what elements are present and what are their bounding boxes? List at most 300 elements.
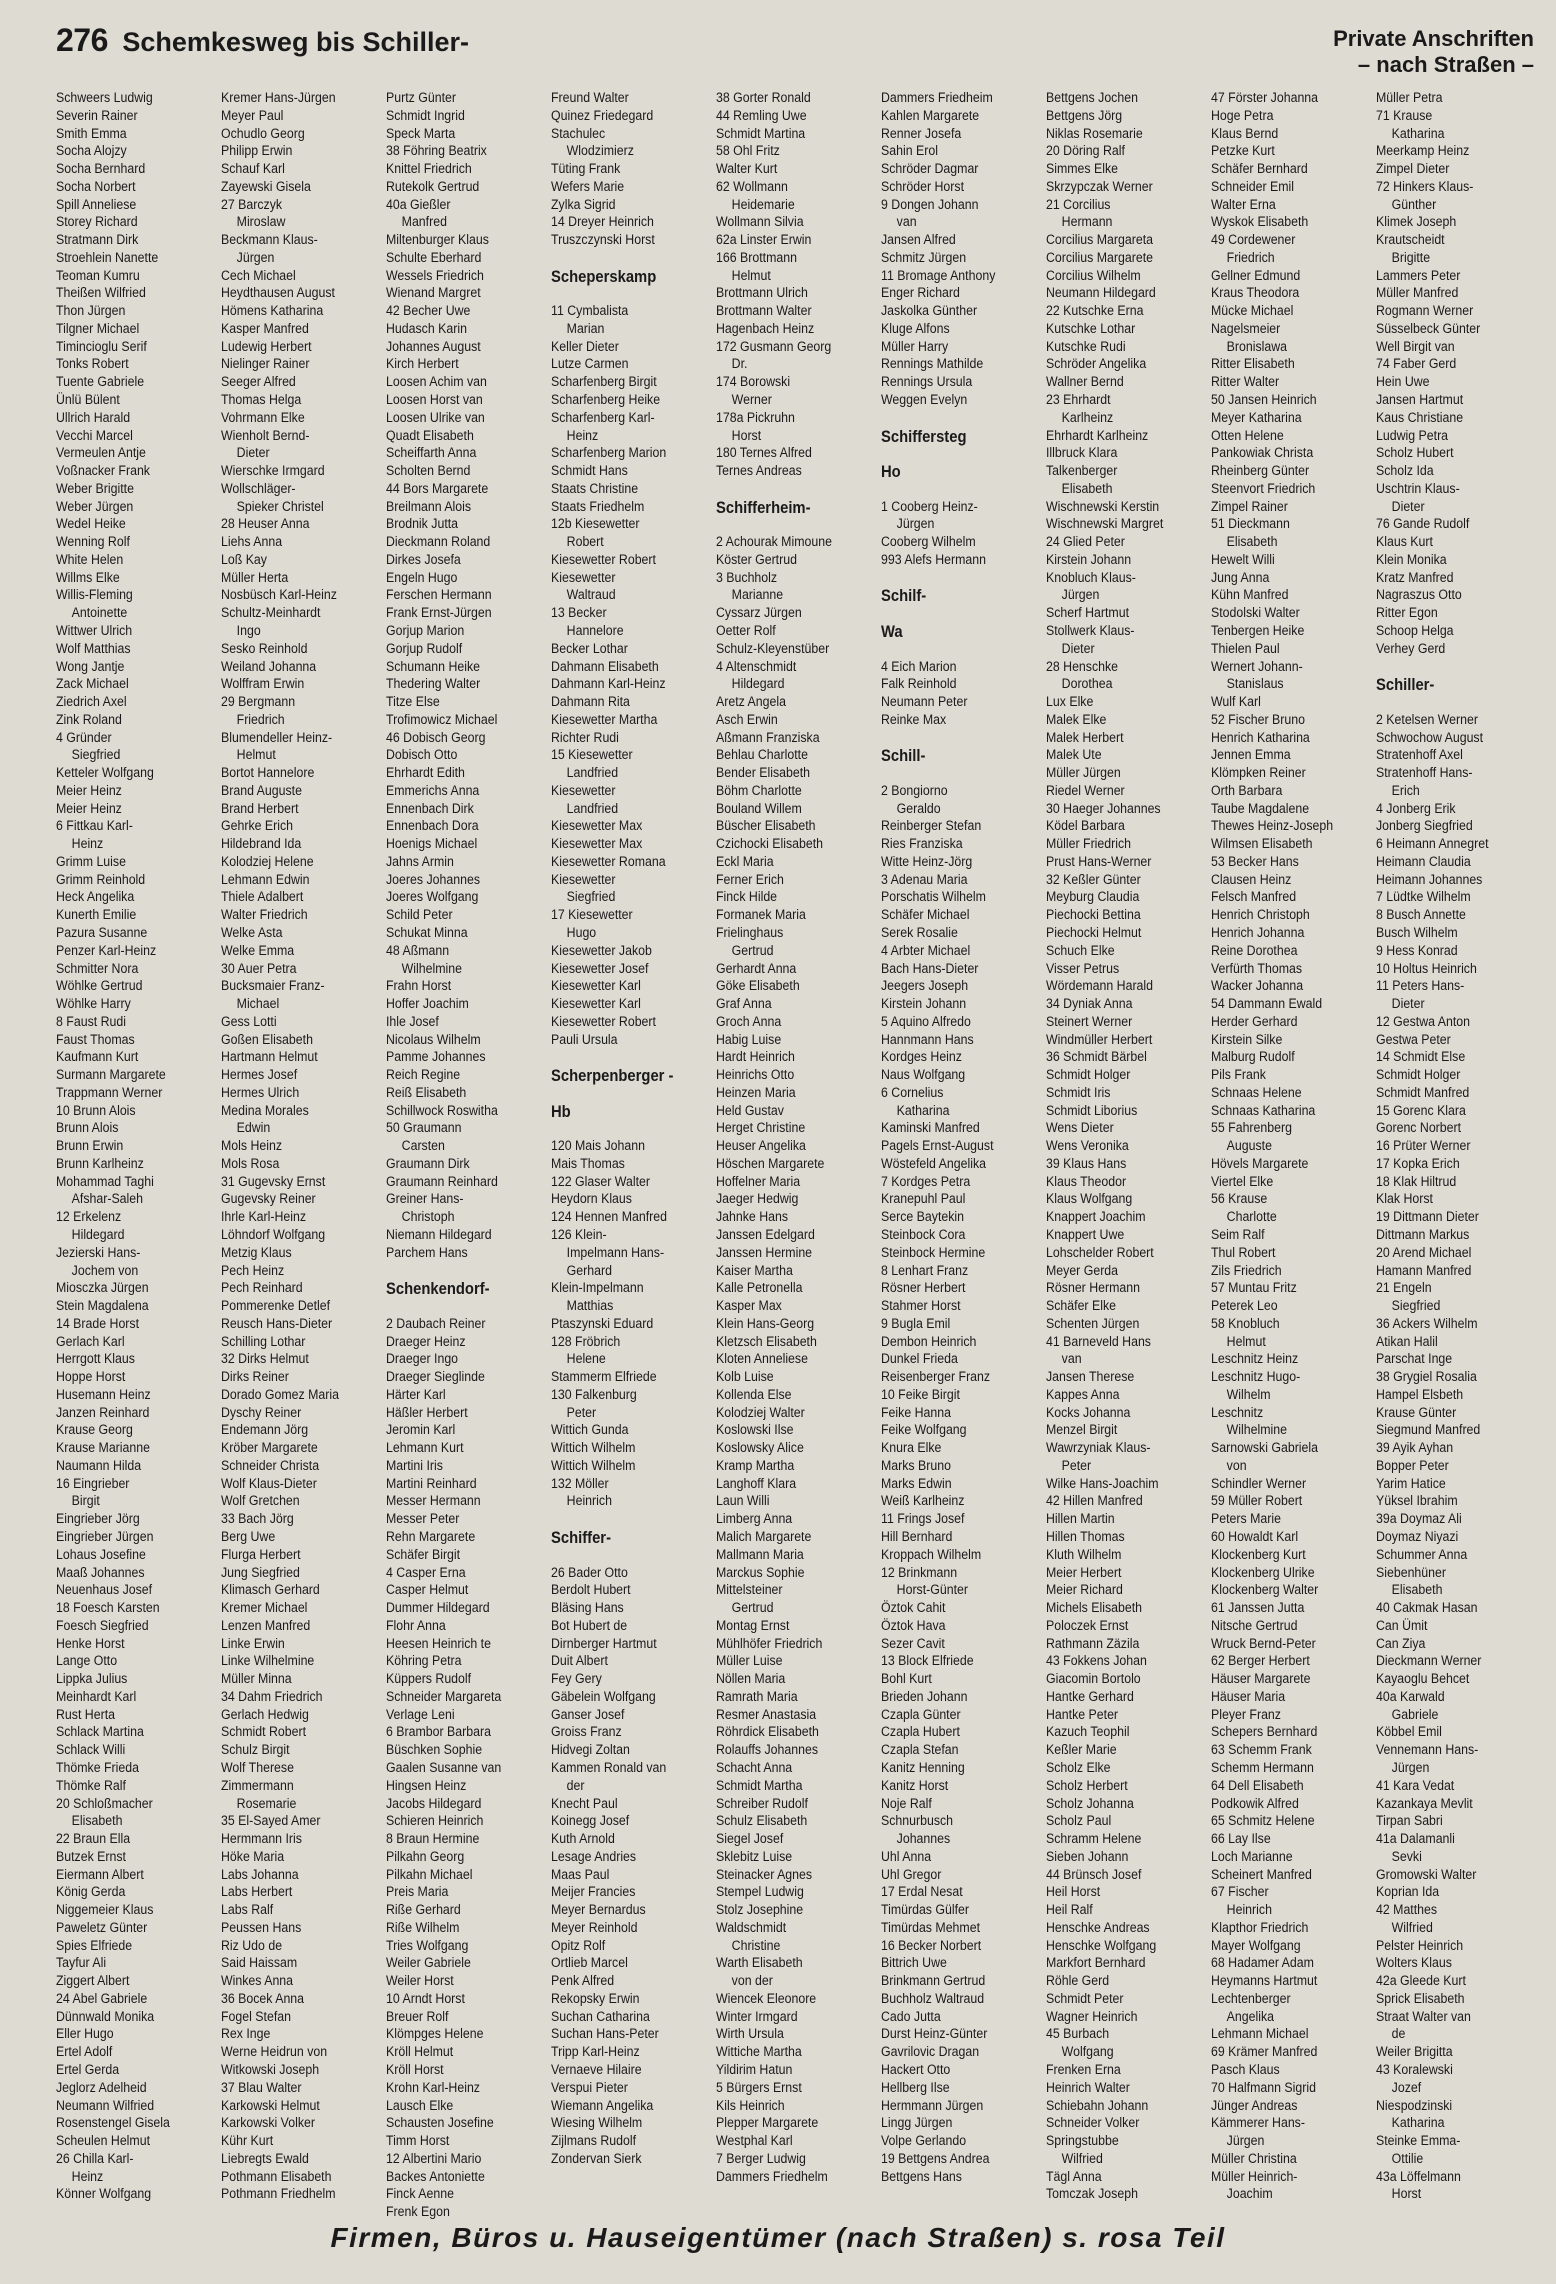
- resident-entry: Langhoff Klara: [716, 1475, 797, 1492]
- resident-entry: Kiesewetter Robert: [551, 551, 656, 568]
- resident-entry: Taube Magdalene: [1211, 800, 1310, 817]
- resident-entry: Niggemeier Klaus: [56, 1902, 154, 1919]
- resident-entry: 36 Ackers Wilhelm: [1376, 1315, 1478, 1332]
- resident-entry: Zack Michael: [56, 676, 129, 693]
- resident-entry: 2 Ketelsen Werner: [1376, 711, 1479, 728]
- resident-entry: Scholz Paul: [1046, 1813, 1112, 1830]
- resident-entry: Löhndorf Wolfgang: [221, 1227, 326, 1243]
- resident-entry: Schweers Ludwig: [56, 90, 153, 106]
- resident-entry: Schieren Heinrich: [386, 1813, 484, 1830]
- resident-entry: Niklas Rosemarie: [1046, 125, 1143, 142]
- resident-entry: 53 Becker Hans: [1211, 853, 1299, 870]
- resident-entry: Scheiffarth Anna: [386, 445, 477, 462]
- entry-continuation: Jozef: [1391, 2079, 1422, 2096]
- resident-entry: Steinacker Agnes: [716, 1866, 813, 1883]
- resident-entry: Beckmann Klaus-: [221, 232, 318, 249]
- resident-entry: Resmer Anastasia: [716, 1706, 817, 1723]
- resident-entry: Meier Heinz: [56, 782, 122, 799]
- resident-entry: Feike Wolfgang: [881, 1422, 967, 1439]
- resident-entry: Wacker Johanna: [1211, 978, 1304, 995]
- resident-entry: Schröder Dagmar: [881, 161, 979, 178]
- resident-entry: 30 Haeger Johannes: [1046, 800, 1161, 817]
- resident-entry: Volpe Gerlando: [881, 2133, 967, 2150]
- resident-entry: Bittrich Uwe: [881, 1955, 947, 1972]
- resident-entry: Wöstefeld Angelika: [881, 1155, 986, 1172]
- resident-entry: Kirstein Johann: [1046, 551, 1132, 568]
- directory-column: [1211, 90, 1373, 2203]
- resident-entry: Doymaz Niyazi: [1376, 1529, 1459, 1546]
- entry-continuation: Rosemarie: [236, 1795, 297, 1812]
- resident-entry: Kahlen Margarete: [881, 107, 980, 124]
- resident-entry: Schenten Jürgen: [1046, 1315, 1140, 1332]
- resident-entry: Berdolt Hubert: [551, 1582, 631, 1599]
- resident-entry: 120 Mais Johann: [551, 1138, 646, 1155]
- resident-entry: Willms Elke: [56, 569, 120, 586]
- resident-entry: Weiler Gabriele: [386, 1955, 471, 1972]
- resident-entry: Jahns Armin: [386, 853, 454, 870]
- resident-entry: Klaus Bernd: [1211, 125, 1279, 142]
- resident-entry: Wittich Wilhelm: [551, 1457, 636, 1474]
- resident-entry: Schlack Willi: [56, 1742, 126, 1759]
- resident-entry: Pamme Johannes: [386, 1049, 486, 1066]
- resident-entry: Can Ziya: [1376, 1635, 1426, 1652]
- resident-entry: Frahn Horst: [386, 978, 452, 995]
- resident-entry: Stempel Ludwig: [716, 1884, 804, 1901]
- resident-entry: Ziggert Albert: [56, 1973, 130, 1990]
- resident-entry: Suchan Hans-Peter: [551, 2026, 659, 2043]
- street-heading: Wa: [881, 621, 903, 641]
- resident-entry: Parchem Hans: [386, 1244, 468, 1261]
- spacer: [881, 445, 1022, 463]
- resident-entry: 172 Gusmann Georg: [716, 338, 832, 355]
- resident-entry: Frank Ernst-Jürgen: [386, 605, 492, 622]
- resident-entry: Kaminski Manfred: [881, 1120, 980, 1137]
- resident-entry: Eingrieber Jörg: [56, 1511, 140, 1528]
- resident-entry: Schiebahn Johann: [1046, 2097, 1149, 2114]
- resident-entry: Wyskok Elisabeth: [1211, 214, 1309, 231]
- resident-entry: Vernaeve Hilaire: [551, 2061, 642, 2078]
- resident-entry: White Helen: [56, 551, 124, 568]
- resident-entry: Wernert Johann-: [1211, 658, 1303, 675]
- resident-entry: Kocks Johanna: [1046, 1404, 1131, 1421]
- resident-entry: 69 Krämer Manfred: [1211, 2044, 1318, 2061]
- spacer: [881, 730, 1022, 748]
- spacer: [881, 641, 1022, 659]
- resident-entry: Piechocki Bettina: [1046, 907, 1141, 924]
- resident-entry: 47 Förster Johanna: [1211, 90, 1319, 106]
- resident-entry: 36 Schmidt Bärbel: [1046, 1049, 1147, 1066]
- resident-entry: Thömke Ralf: [56, 1777, 126, 1794]
- resident-entry: Casper Helmut: [386, 1582, 469, 1599]
- resident-entry: 62 Wollmann: [716, 178, 788, 195]
- resident-entry: Schäfer Bernhard: [1211, 161, 1308, 178]
- resident-entry: Graf Anna: [716, 996, 772, 1013]
- entry-continuation: Katharina: [1391, 2115, 1445, 2132]
- resident-entry: Steinbock Hermine: [881, 1244, 986, 1261]
- resident-entry: Kluth Wilhelm: [1046, 1546, 1122, 1563]
- resident-entry: Penzer Karl-Heinz: [56, 942, 157, 959]
- resident-entry: Jaeger Hedwig: [716, 1191, 799, 1208]
- resident-entry: Wagner Heinrich: [1046, 2008, 1138, 2025]
- resident-entry: 43 Fokkens Johan: [1046, 1653, 1147, 1670]
- entry-continuation: Impelmann Hans-: [566, 1244, 665, 1261]
- entry-continuation: Katharina: [896, 1102, 950, 1119]
- resident-entry: Hannmann Hans: [881, 1031, 974, 1048]
- resident-entry: Timürdas Gülfer: [881, 1902, 970, 1919]
- resident-entry: Schnaas Katharina: [1211, 1102, 1316, 1119]
- resident-entry: Feike Hanna: [881, 1404, 951, 1421]
- entry-continuation: van: [896, 214, 917, 231]
- resident-entry: 57 Muntau Fritz: [1211, 1280, 1297, 1297]
- resident-entry: Jezierski Hans-: [56, 1244, 141, 1261]
- resident-entry: 17 Erdal Nesat: [881, 1884, 963, 1901]
- resident-entry: Wollschläger-: [221, 480, 296, 497]
- resident-entry: Surmann Margarete: [56, 1067, 166, 1084]
- resident-entry: Schneider Volker: [1046, 2115, 1140, 2132]
- resident-entry: Pauli Ursula: [551, 1031, 618, 1048]
- resident-entry: Mayer Wolfgang: [1211, 1937, 1301, 1954]
- resident-entry: Rehn Margarete: [386, 1529, 476, 1546]
- resident-entry: Lippka Julius: [56, 1671, 128, 1688]
- resident-entry: Rolauffs Johannes: [716, 1742, 819, 1759]
- resident-entry: Schauf Karl: [221, 161, 285, 178]
- resident-entry: Staats Friedhelm: [551, 498, 645, 515]
- resident-entry: Dummer Hildegard: [386, 1600, 490, 1617]
- resident-entry: 5 Bürgers Ernst: [716, 2079, 802, 2096]
- resident-entry: Marks Bruno: [881, 1457, 951, 1474]
- street-heading: Scheperskamp: [551, 266, 657, 286]
- resident-entry: 993 Alefs Hermann: [881, 551, 986, 568]
- resident-entry: Renner Josefa: [881, 125, 962, 142]
- resident-entry: Wefers Marie: [551, 178, 625, 195]
- resident-entry: Schneider Emil: [1211, 178, 1295, 195]
- resident-entry: Malek Herbert: [1046, 729, 1124, 746]
- resident-entry: 72 Hinkers Klaus-: [1376, 178, 1474, 195]
- resident-entry: Peterek Leo: [1211, 1298, 1278, 1315]
- spacer: [881, 765, 1022, 783]
- resident-entry: Breuer Rolf: [386, 2008, 449, 2025]
- resident-entry: 20 Schloßmacher: [56, 1795, 153, 1812]
- resident-entry: Schnurbusch: [881, 1813, 954, 1830]
- resident-entry: Windmüller Herbert: [1046, 1031, 1153, 1048]
- resident-entry: Pothmann Elisabeth: [221, 2168, 332, 2185]
- entry-continuation: Helene: [566, 1351, 606, 1368]
- resident-entry: Jeegers Joseph: [881, 978, 969, 995]
- resident-entry: Hoge Petra: [1211, 107, 1274, 124]
- resident-entry: Bläsing Hans: [551, 1600, 624, 1617]
- resident-entry: Wolf Matthias: [56, 640, 131, 657]
- resident-entry: Jahnke Hans: [716, 1209, 789, 1226]
- resident-entry: Frenk Egon: [386, 2204, 450, 2221]
- resident-entry: Lange Otto: [56, 1653, 118, 1670]
- resident-entry: Kirstein Silke: [1211, 1031, 1283, 1048]
- resident-entry: Meijer Francies: [551, 1884, 636, 1901]
- resident-entry: 28 Heuser Anna: [221, 516, 310, 533]
- resident-entry: Hildebrand Ida: [221, 836, 302, 853]
- resident-entry: Giacomin Bortolo: [1046, 1671, 1141, 1688]
- resident-entry: 44 Brünsch Josef: [1046, 1866, 1142, 1883]
- resident-entry: Wienholt Bernd-: [221, 427, 310, 444]
- resident-entry: Weber Jürgen: [56, 498, 134, 515]
- resident-entry: Oetter Rolf: [716, 622, 776, 639]
- resident-entry: Warth Elisabeth: [716, 1955, 803, 1972]
- resident-entry: 56 Krause: [1211, 1191, 1268, 1208]
- entry-continuation: van: [1061, 1351, 1082, 1368]
- resident-entry: Zijlmans Rudolf: [551, 2133, 637, 2150]
- resident-entry: Gugevsky Reiner: [221, 1191, 316, 1208]
- resident-entry: Wöhlke Gertrud: [56, 978, 143, 995]
- resident-entry: Wens Veronika: [1046, 1138, 1129, 1155]
- resident-entry: Walter Friedrich: [221, 907, 308, 924]
- entry-continuation: Johannes: [896, 1831, 951, 1848]
- resident-entry: Neumann Wilfried: [56, 2097, 155, 2114]
- resident-entry: 18 Foesch Karsten: [56, 1600, 160, 1617]
- resident-entry: Reich Regine: [386, 1067, 461, 1084]
- resident-entry: 11 Bromage Anthony: [881, 267, 996, 284]
- resident-entry: Markfort Bernhard: [1046, 1955, 1146, 1972]
- resident-entry: 58 Knobluch: [1211, 1315, 1280, 1332]
- resident-entry: Laun Willi: [716, 1493, 770, 1510]
- resident-entry: Welke Emma: [221, 942, 295, 959]
- resident-entry: Schepers Bernhard: [1211, 1724, 1318, 1741]
- resident-entry: Kratz Manfred: [1376, 569, 1454, 586]
- resident-entry: Bettgens Jörg: [1046, 107, 1123, 124]
- resident-entry: Lingg Jürgen: [881, 2115, 953, 2132]
- resident-entry: 62a Linster Erwin: [716, 232, 812, 249]
- resident-entry: Wördemann Harald: [1046, 978, 1154, 995]
- resident-entry: Thedering Walter: [386, 676, 481, 693]
- resident-entry: Pagels Ernst-August: [881, 1138, 994, 1155]
- resident-entry: 34 Dyniak Anna: [1046, 996, 1133, 1013]
- resident-entry: Zayewski Gisela: [221, 178, 311, 195]
- resident-entry: Pasch Klaus: [1211, 2061, 1280, 2078]
- resident-entry: Schäfer Elke: [1046, 1298, 1116, 1315]
- resident-entry: Rutekolk Gertrud: [386, 178, 480, 195]
- resident-entry: Butzek Ernst: [56, 1848, 126, 1865]
- resident-entry: Ferschen Hermann: [386, 587, 492, 604]
- resident-entry: Dahmann Elisabeth: [551, 658, 659, 675]
- resident-entry: Kazankaya Mevlit: [1376, 1795, 1473, 1812]
- address-columns: [56, 90, 1538, 2221]
- resident-entry: 58 Ohl Fritz: [716, 143, 780, 160]
- street-heading: Schenkendorf-: [386, 1279, 490, 1299]
- resident-entry: Weber Brigitte: [56, 480, 134, 497]
- resident-entry: Thon Jürgen: [56, 303, 126, 320]
- resident-entry: Rösner Herbert: [881, 1280, 966, 1297]
- entry-continuation: Landfried: [566, 800, 619, 817]
- resident-entry: Dunkel Frieda: [881, 1351, 958, 1368]
- entry-continuation: Marian: [566, 320, 605, 337]
- entry-continuation: Elisabeth: [71, 1813, 123, 1830]
- entry-continuation: Wilhelmine: [1226, 1422, 1288, 1439]
- resident-entry: Flurga Herbert: [221, 1546, 301, 1563]
- resident-entry: Goßen Elisabeth: [221, 1031, 313, 1048]
- resident-entry: Straat Walter van: [1376, 2008, 1471, 2025]
- resident-entry: Gess Lotti: [221, 1013, 277, 1030]
- resident-entry: Stammerm Elfriede: [551, 1369, 657, 1386]
- resident-entry: Krause Marianne: [56, 1440, 151, 1457]
- resident-entry: Winkes Anna: [221, 1973, 294, 1990]
- resident-entry: Thomas Helga: [221, 392, 302, 409]
- resident-entry: 6 Heimann Annegret: [1376, 836, 1489, 853]
- resident-entry: Felsch Manfred: [1211, 889, 1297, 906]
- resident-entry: Behlau Charlotte: [716, 747, 808, 764]
- resident-entry: Schemm Hermann: [1211, 1759, 1314, 1776]
- resident-entry: Penk Alfred: [551, 1973, 615, 1990]
- resident-entry: Schukat Minna: [386, 924, 468, 941]
- resident-entry: Kluge Alfons: [881, 320, 950, 337]
- resident-entry: Timürdas Mehmet: [881, 1919, 981, 1936]
- resident-entry: Riz Udo de: [221, 1937, 283, 1954]
- entry-continuation: Manfred: [401, 214, 447, 231]
- resident-entry: Brunn Alois: [56, 1120, 119, 1137]
- entry-continuation: Hannelore: [566, 622, 624, 639]
- resident-entry: Gerhardt Anna: [716, 960, 797, 977]
- spacer: [551, 1547, 692, 1565]
- resident-entry: Engeln Hugo: [386, 569, 458, 586]
- resident-entry: 76 Gande Rudolf: [1376, 516, 1470, 533]
- resident-entry: Heinrichs Otto: [716, 1067, 795, 1084]
- resident-entry: Lutze Carmen: [551, 356, 629, 373]
- resident-entry: Wittiche Martha: [716, 2044, 802, 2061]
- resident-entry: 22 Kutschke Erna: [1046, 303, 1144, 320]
- resident-entry: Schulte Eberhard: [386, 249, 482, 266]
- entry-continuation: Dr.: [731, 356, 748, 373]
- street-heading: Schilf-: [881, 586, 927, 606]
- entry-continuation: Katharina: [1391, 125, 1445, 142]
- resident-entry: Emmerichs Anna: [386, 782, 480, 799]
- resident-entry: Jung Siegfried: [221, 1564, 300, 1581]
- resident-entry: Könner Wolfgang: [56, 2186, 152, 2203]
- resident-entry: Schulz Elisabeth: [716, 1813, 808, 1830]
- resident-entry: 41 Barneveld Hans: [1046, 1333, 1151, 1350]
- resident-entry: Naumann Hilda: [56, 1457, 142, 1474]
- entry-continuation: Gerhard: [566, 1262, 612, 1279]
- resident-entry: Scholz Hubert: [1376, 445, 1454, 462]
- resident-entry: 13 Block Elfriede: [881, 1653, 974, 1670]
- resident-entry: Kirch Herbert: [386, 356, 459, 373]
- resident-entry: Ternes Andreas: [716, 463, 802, 480]
- entry-continuation: Hildegard: [71, 1227, 125, 1243]
- resident-entry: Welke Asta: [221, 924, 283, 941]
- entry-continuation: Karlheinz: [1061, 409, 1114, 426]
- resident-entry: Wienand Margret: [386, 285, 481, 302]
- resident-entry: Linke Wilhelmine: [221, 1653, 315, 1670]
- resident-entry: Mais Thomas: [551, 1155, 625, 1172]
- resident-entry: Klaus Wolfgang: [1046, 1191, 1133, 1208]
- resident-entry: Speck Marta: [386, 125, 456, 142]
- resident-entry: 42 Matthes: [1376, 1902, 1438, 1919]
- resident-entry: Malek Ute: [1046, 747, 1102, 764]
- resident-entry: Köbbel Emil: [1376, 1724, 1442, 1741]
- resident-entry: Stodolski Walter: [1211, 605, 1300, 622]
- resident-entry: Knecht Paul: [551, 1795, 618, 1812]
- resident-entry: Dammers Friedhelm: [716, 2168, 828, 2185]
- resident-entry: Mols Heinz: [221, 1138, 283, 1155]
- resident-entry: 37 Blau Walter: [221, 2079, 302, 2096]
- entry-continuation: Günther: [1391, 196, 1437, 213]
- resident-entry: Kolodziej Helene: [221, 853, 314, 870]
- resident-entry: Stein Magdalena: [56, 1298, 149, 1315]
- resident-entry: Steinbock Cora: [881, 1227, 966, 1243]
- entry-continuation: Erich: [1391, 782, 1420, 799]
- resident-entry: Malek Elke: [1046, 711, 1107, 728]
- resident-entry: Tomczak Joseph: [1046, 2186, 1138, 2203]
- resident-entry: Röhrdick Elisabeth: [716, 1724, 819, 1741]
- resident-entry: Schmidt Iris: [1046, 1084, 1111, 1101]
- resident-entry: 55 Fahrenberg: [1211, 1120, 1292, 1137]
- page-header-left: [56, 22, 469, 59]
- resident-entry: 24 Abel Gabriele: [56, 1990, 148, 2007]
- resident-entry: 19 Dittmann Dieter: [1376, 1209, 1479, 1226]
- resident-entry: Foesch Siegfried: [56, 1617, 149, 1634]
- resident-entry: Cech Michael: [221, 267, 296, 284]
- resident-entry: Bohl Kurt: [881, 1671, 932, 1688]
- resident-entry: Riedel Werner: [1046, 782, 1125, 799]
- resident-entry: Schummer Anna: [1376, 1546, 1468, 1563]
- resident-entry: Zimpel Dieter: [1376, 161, 1450, 178]
- resident-entry: 10 Holtus Heinrich: [1376, 960, 1477, 977]
- entry-continuation: von der: [731, 1973, 773, 1990]
- entry-continuation: Elisabeth: [1226, 534, 1278, 551]
- resident-entry: 4 Altenschmidt: [716, 658, 797, 675]
- resident-entry: Witkowski Joseph: [221, 2061, 320, 2078]
- resident-entry: 12 Erkelenz: [56, 1209, 122, 1226]
- resident-entry: 6 Brambor Barbara: [386, 1724, 491, 1741]
- resident-entry: Häßler Herbert: [386, 1404, 468, 1421]
- resident-entry: Koslowski Ilse: [716, 1422, 794, 1439]
- resident-entry: Tonks Robert: [56, 356, 129, 373]
- resident-entry: Wierschke Irmgard: [221, 463, 325, 480]
- resident-entry: Linke Erwin: [221, 1635, 285, 1652]
- resident-entry: Wolf Therese: [221, 1759, 294, 1776]
- resident-entry: Klak Horst: [1376, 1191, 1433, 1208]
- resident-entry: Serce Baytekin: [881, 1209, 965, 1226]
- resident-entry: 39a Doymaz Ali: [1376, 1511, 1462, 1528]
- resident-entry: Rex Inge: [221, 2026, 271, 2043]
- resident-entry: 16 Becker Norbert: [881, 1937, 982, 1954]
- resident-entry: Seeger Alfred: [221, 374, 296, 391]
- resident-entry: 39 Klaus Hans: [1046, 1155, 1127, 1172]
- resident-entry: Scholz Herbert: [1046, 1777, 1128, 1794]
- resident-entry: Krause Georg: [56, 1422, 133, 1439]
- resident-entry: 20 Döring Ralf: [1046, 143, 1125, 160]
- resident-entry: Martini Iris: [386, 1457, 443, 1474]
- resident-entry: Scheinert Manfred: [1211, 1866, 1312, 1883]
- resident-entry: Henke Horst: [56, 1635, 125, 1652]
- resident-entry: Neumann Peter: [881, 694, 968, 711]
- resident-entry: Pothmann Friedhelm: [221, 2186, 336, 2203]
- resident-entry: Endemann Jörg: [221, 1422, 309, 1439]
- resident-entry: 23 Ehrhardt: [1046, 392, 1111, 409]
- resident-entry: Lux Elke: [1046, 694, 1094, 711]
- resident-entry: Reisenberger Franz: [881, 1369, 991, 1386]
- resident-entry: Schneider Margareta: [386, 1688, 502, 1705]
- resident-entry: Spies Elfriede: [56, 1937, 133, 1954]
- resident-entry: Ünlü Bülent: [56, 392, 120, 409]
- resident-entry: Wittwer Ulrich: [56, 622, 133, 639]
- resident-entry: Schmidt Manfred: [1376, 1084, 1470, 1101]
- resident-entry: 9 Dongen Johann: [881, 196, 979, 213]
- resident-entry: Richter Rudi: [551, 729, 619, 746]
- resident-entry: Henrich Christoph: [1211, 907, 1310, 924]
- entry-continuation: Gabriele: [1391, 1706, 1439, 1723]
- resident-entry: Henschke Wolfgang: [1046, 1937, 1157, 1954]
- resident-entry: Gorenc Norbert: [1376, 1120, 1462, 1137]
- resident-entry: Hoffer Joachim: [386, 996, 469, 1013]
- resident-entry: 50 Jansen Heinrich: [1211, 392, 1317, 409]
- resident-entry: Süsselbeck Günter: [1376, 320, 1481, 337]
